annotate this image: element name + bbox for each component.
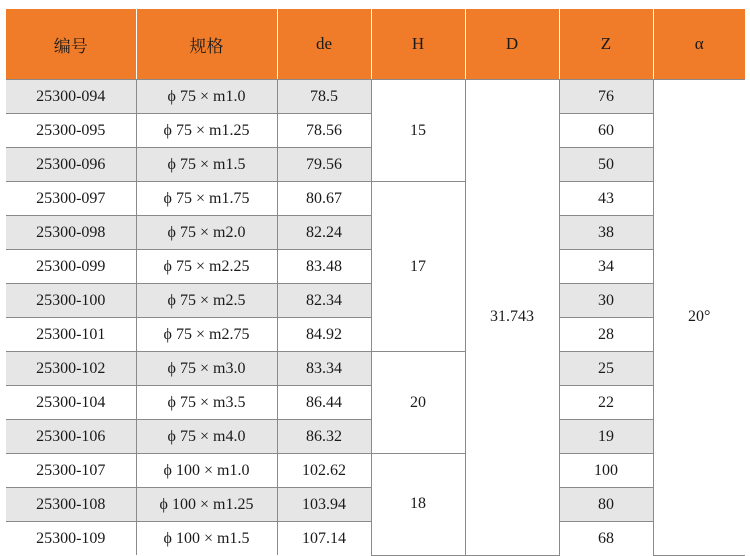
spec-cell: ϕ 75 × m3.0 [136,352,277,386]
d-cell: 31.743 [465,80,559,556]
z-cell: 76 [559,80,653,114]
de-cell: 83.48 [277,250,371,284]
spec-cell: ϕ 75 × m1.25 [136,114,277,148]
z-cell: 68 [559,522,653,556]
spec-cell: ϕ 75 × m1.5 [136,148,277,182]
z-cell: 19 [559,420,653,454]
z-cell: 38 [559,216,653,250]
header-spec: 规格 [136,9,277,80]
spec-cell: ϕ 75 × m2.0 [136,216,277,250]
header-de: de [277,9,371,80]
z-cell: 22 [559,386,653,420]
code-cell: 25300-096 [6,148,136,182]
z-cell: 25 [559,352,653,386]
table-row [6,182,745,216]
de-cell: 78.5 [277,80,371,114]
de-cell: 79.56 [277,148,371,182]
de-cell: 107.14 [277,522,371,556]
z-cell: 30 [559,284,653,318]
code-cell: 25300-099 [6,250,136,284]
table-row [6,352,745,386]
z-cell: 28 [559,318,653,352]
de-cell: 103.94 [277,488,371,522]
h-group-cell: 18 [371,454,465,556]
header-code: 编号 [6,9,136,80]
z-cell: 100 [559,454,653,488]
code-cell: 25300-097 [6,182,136,216]
code-cell: 25300-104 [6,386,136,420]
spec-cell: ϕ 75 × m2.5 [136,284,277,318]
h-group-cell: 20 [371,352,465,454]
code-cell: 25300-107 [6,454,136,488]
spec-cell: ϕ 75 × m4.0 [136,420,277,454]
de-cell: 84.92 [277,318,371,352]
header-row [6,9,745,80]
header-h: H [371,9,465,80]
table-row [6,80,745,114]
z-cell: 50 [559,148,653,182]
code-cell: 25300-095 [6,114,136,148]
spec-cell: ϕ 100 × m1.0 [136,454,277,488]
de-cell: 86.32 [277,420,371,454]
code-cell: 25300-106 [6,420,136,454]
spec-cell: ϕ 75 × m2.75 [136,318,277,352]
spec-cell: ϕ 75 × m2.25 [136,250,277,284]
code-cell: 25300-100 [6,284,136,318]
z-cell: 43 [559,182,653,216]
code-cell: 25300-101 [6,318,136,352]
h-group-cell: 15 [371,80,465,182]
z-cell: 80 [559,488,653,522]
spec-table [6,8,745,556]
de-cell: 82.34 [277,284,371,318]
de-cell: 102.62 [277,454,371,488]
header-z: Z [559,9,653,80]
de-cell: 82.24 [277,216,371,250]
spec-cell: ϕ 75 × m3.5 [136,386,277,420]
code-cell: 25300-109 [6,522,136,556]
de-cell: 86.44 [277,386,371,420]
table-row [6,454,745,488]
header-alpha: α [653,9,745,80]
spec-cell: ϕ 75 × m1.0 [136,80,277,114]
code-cell: 25300-108 [6,488,136,522]
z-cell: 34 [559,250,653,284]
de-cell: 78.56 [277,114,371,148]
code-cell: 25300-102 [6,352,136,386]
spec-cell: ϕ 75 × m1.75 [136,182,277,216]
spec-cell: ϕ 100 × m1.25 [136,488,277,522]
alpha-cell: 20° [653,80,745,556]
h-group-cell: 17 [371,182,465,352]
code-cell: 25300-098 [6,216,136,250]
header-d: D [465,9,559,80]
z-cell: 60 [559,114,653,148]
spec-cell: ϕ 100 × m1.5 [136,522,277,556]
code-cell: 25300-094 [6,80,136,114]
de-cell: 80.67 [277,182,371,216]
de-cell: 83.34 [277,352,371,386]
